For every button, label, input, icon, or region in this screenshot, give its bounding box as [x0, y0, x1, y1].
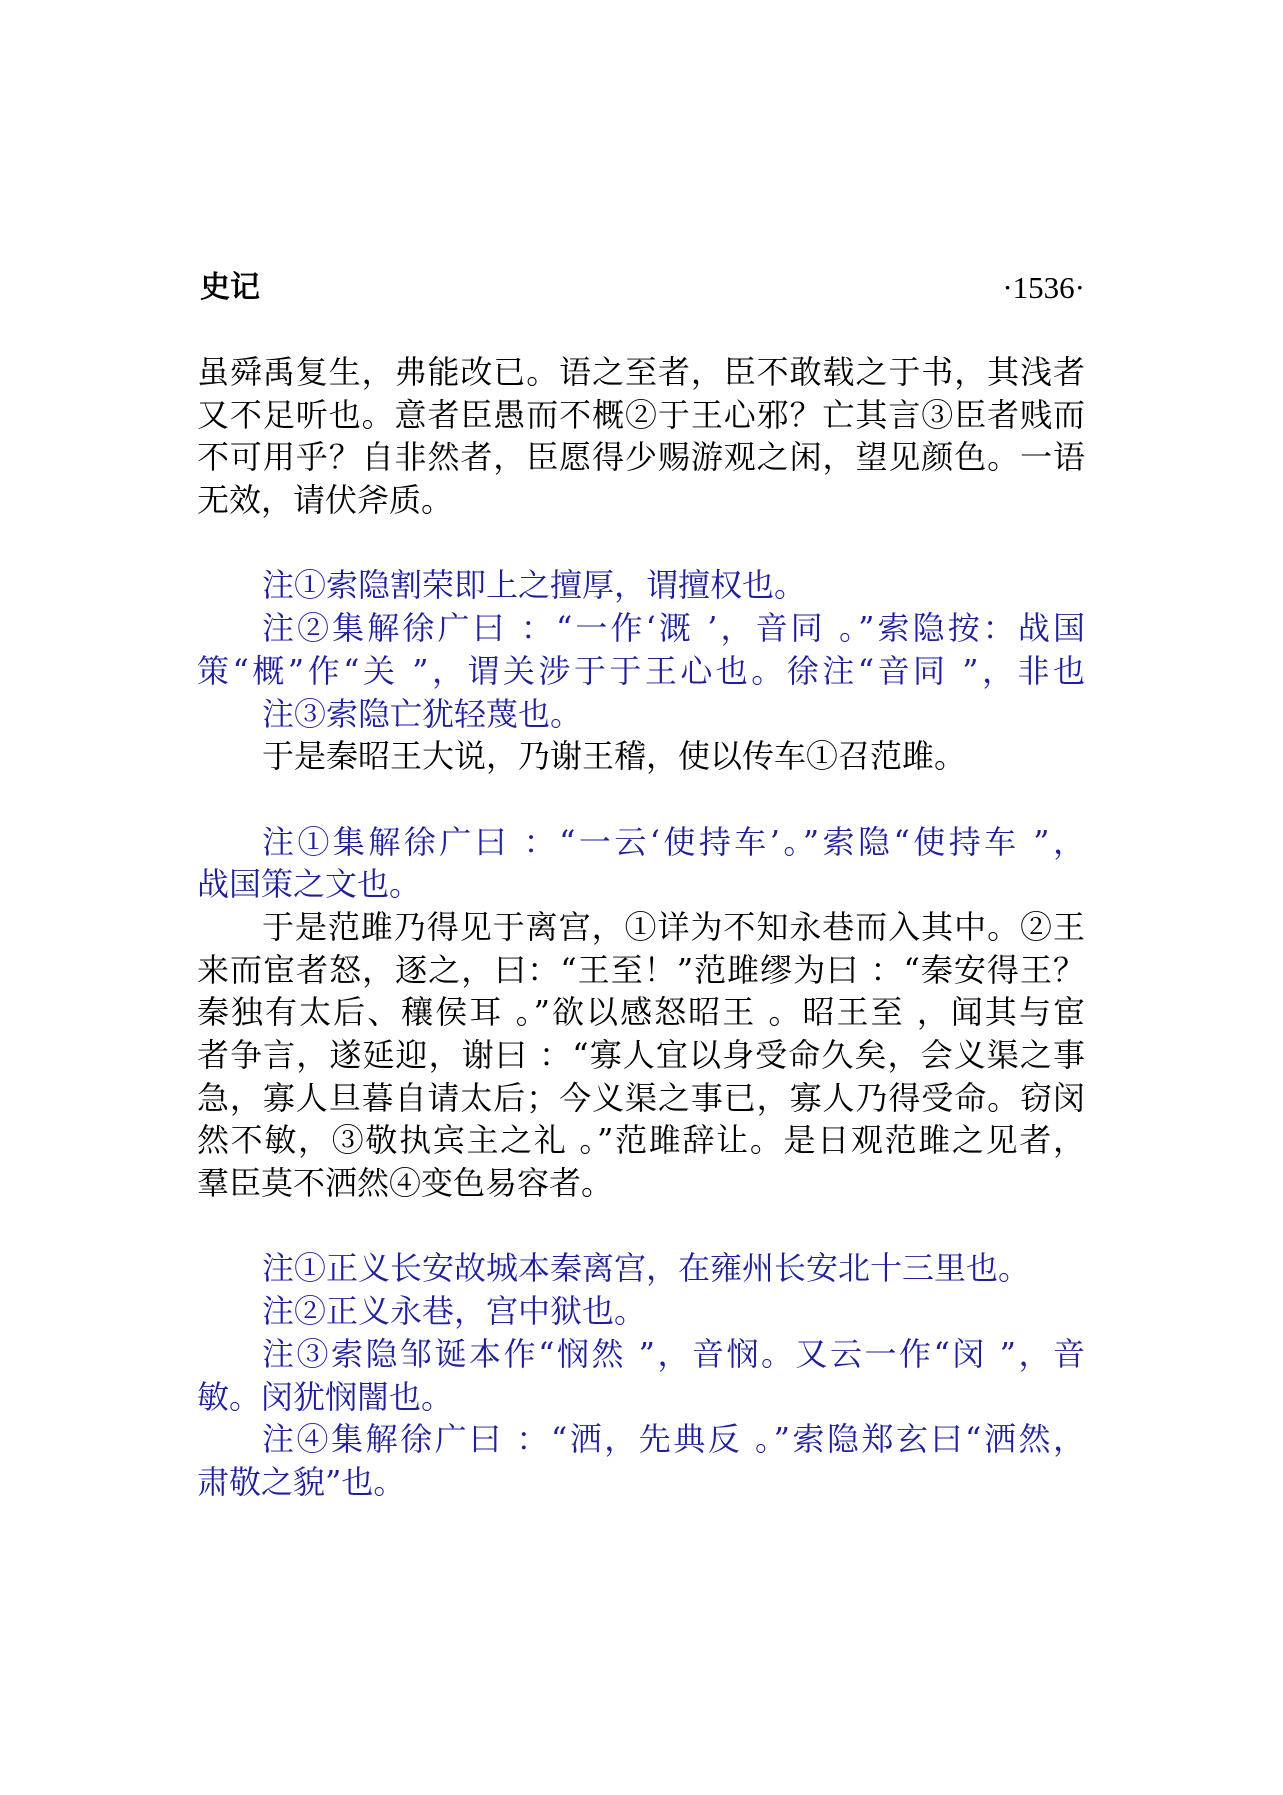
passage-line: 来而宦者怒，逐之，曰：“王至！”范雎缪为曰 ：“秦安得王？	[197, 950, 1085, 989]
note-line: 注②集解徐广曰 ：“一作‘溉 ’，音同 。”索隐按：战国	[262, 609, 1085, 648]
passage-line: 又不足听也。意者臣愚而不概②于王心邪？亡其言③臣者贱而	[197, 395, 1085, 434]
passage-line: 于是秦昭王大说，乃谢王稽，使以传车①召范雎。	[262, 737, 967, 776]
passage-line: 不可用乎？自非然者，臣愿得少赐游观之闲，望见颜色。一语	[197, 438, 1085, 477]
note-paragraph	[197, 693, 1085, 736]
note-paragraph	[197, 821, 1085, 906]
passage-paragraph	[197, 906, 1085, 1205]
note-paragraph	[197, 1418, 1085, 1503]
paragraph-spacer	[197, 778, 1085, 821]
note-line: 肃敬之貌”也。	[197, 1462, 406, 1501]
page-number: ·1536·	[1002, 270, 1085, 305]
passage-line: 羣臣莫不洒然④变色易容者。	[197, 1164, 614, 1203]
note-line: 注①集解徐广曰 ：“一云‘使持车’。”索隐“使持车 ”，	[262, 822, 1085, 861]
paragraph-spacer	[197, 1205, 1085, 1248]
passage-line: 者争言，遂延迎，谢曰 ：“寡人宜以身受命久矣，会义渠之事	[197, 1036, 1085, 1074]
note-line: 战国策之文也。	[197, 865, 422, 904]
note-paragraph	[197, 1333, 1085, 1418]
passage-line: 虽舜禹复生，弗能改已。语之至者，臣不敢载之于书，其浅者	[197, 353, 1085, 391]
paragraph-spacer	[197, 522, 1085, 565]
note-paragraph	[197, 1290, 1085, 1333]
passage-line: 然不敏，③敬执宾主之礼 。”范雎辞让。是日观范雎之见者，	[197, 1121, 1085, 1160]
note-line: 策“概”作“关 ”，谓关涉于于王心也。徐注“音同 ”，非也	[197, 651, 1085, 690]
running-header	[197, 266, 1085, 310]
note-line: 注③索隐亡犹轻蔑也。	[262, 694, 583, 733]
passage-line: 无效，请伏斧质。	[197, 481, 454, 520]
book-title: 史记	[200, 270, 260, 305]
note-line: 注①索隐割荣即上之擅厚，谓擅权也。	[262, 566, 807, 605]
note-line: 敏。闵犹悯闇也。	[197, 1377, 454, 1416]
passage-paragraph	[197, 735, 1085, 778]
note-line: 注④集解徐广曰 ：“洒，先典反 。”索隐郑玄曰“洒然，	[262, 1420, 1085, 1459]
note-line: 注③索隐邹诞本作“悯然 ”，音悯。又云一作“闵 ”，音	[262, 1334, 1085, 1373]
passage-paragraph	[197, 351, 1085, 522]
note-paragraph	[197, 607, 1085, 692]
text-body	[197, 351, 1085, 1504]
passage-line: 秦独有太后、穰侯耳 。”欲以感怒昭王 。昭王至 ，闻其与宦	[197, 993, 1085, 1032]
passage-line: 急，寡人旦暮自请太后；今义渠之事已，寡人乃得受命。窃闵	[197, 1078, 1085, 1117]
note-paragraph	[197, 564, 1085, 607]
passage-line: 于是范雎乃得见于离宫，①详为不知永巷而入其中。②王	[262, 907, 1085, 946]
note-line: 注②正义永巷，宫中狱也。	[262, 1292, 647, 1331]
note-paragraph	[197, 1247, 1085, 1290]
note-line: 注①正义长安故城本秦离宫，在雍州长安北十三里也。	[262, 1249, 1031, 1288]
